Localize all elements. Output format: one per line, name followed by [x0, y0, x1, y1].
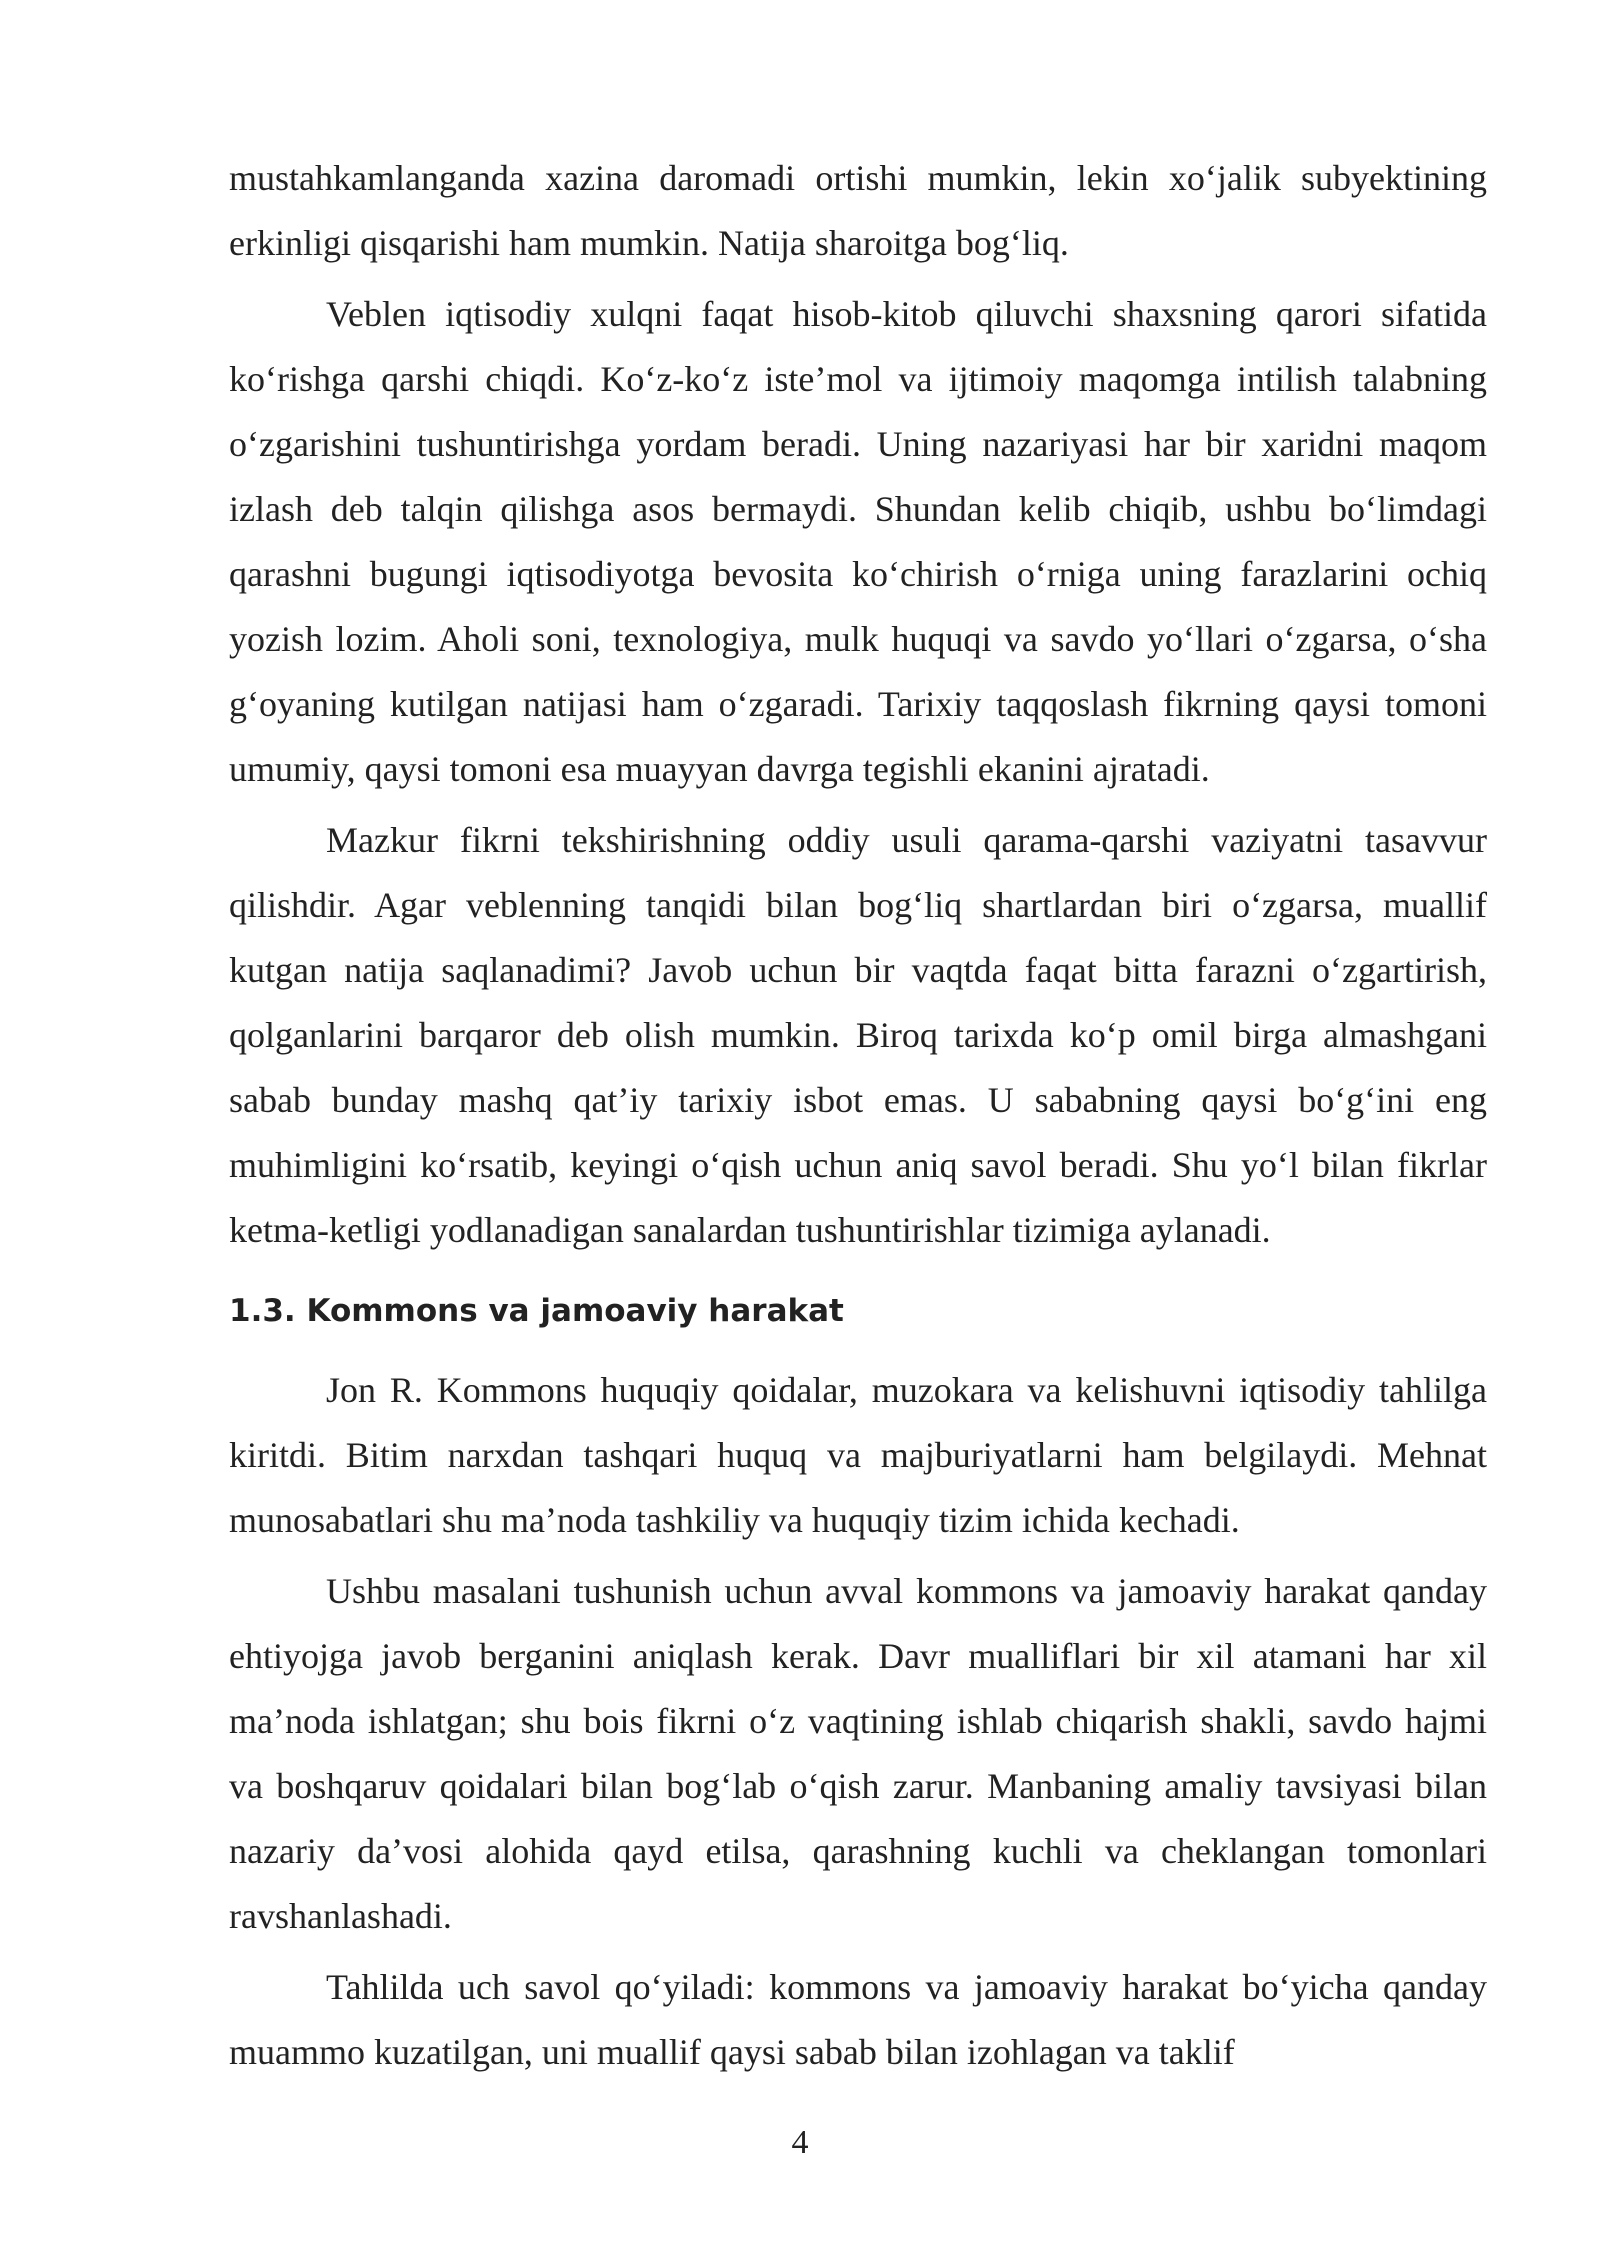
paragraph-commons-intro: Jon R. Kommons huquqiy qoidalar, muzokara va kelishuvni iqtisodiy tahlilga kiritdi. Bitim narxdan tashqari huquq va majburiyatlarni ham belgilaydi. Mehnat munosabatlari shu ma’noda tashkiliy va huquqiy tizim ichida kechadi.: [229, 1370, 1487, 1540]
page-body: [229, 146, 1487, 2085]
paragraph-analysis-questions: Tahlilda uch savol qo‘yiladi: kommons va jamoaviy harakat bo‘yicha qanday muammo kuzatilgan, uni muallif qaysi sabab bilan izohlagan va taklif: [229, 1967, 1487, 2072]
paragraph-continuation: mustahkamlanganda xazina daromadi ortishi mumkin, lekin xo‘jalik subyektining erkinligi qisqarishi ham mumkin. Natija sharoitga bog‘liq.: [229, 158, 1487, 263]
paragraph-commons-context: Ushbu masalani tushunish uchun avval kommons va jamoaviy harakat qanday ehtiyojga javob berganini aniqlash kerak. Davr mualliflari bir xil atamani har xil ma’noda ishlatgan; shu bois fikrni o‘z vaqtining ishlab chiqarish shakli, savdo hajmi va boshqaruv qoidalari bilan bog‘lab o‘qish zarur. Manbaning amaliy tavsiyasi bilan nazariy da’vosi alohida qayd etilsa, qarashning kuchli va cheklangan tomonlari ravshanlashadi.: [229, 1571, 1487, 1936]
paragraph-counterfactual: Mazkur fikrni tekshirishning oddiy usuli qarama-qarshi vaziyatni tasavvur qilishdir. Agar veblenning tanqidi bilan bog‘liq shartlardan biri o‘zgarsa, muallif kutgan natija saqlanadimi? Javob uchun bir vaqtda faqat bitta farazni o‘zgartirish, qolganlarini barqaror deb olish mumkin. Biroq tarixda ko‘p omil birga almashgani sabab bunday mashq qat’iy tarixiy isbot emas. U sababning qaysi bo‘g‘ini eng muhimligini ko‘rsatib, keyingi o‘qish uchun aniq savol beradi. Shu yo‘l bilan fikrlar ketma-ketligi yodlanadigan sanalardan tushuntirishlar tizimiga aylanadi.: [229, 820, 1487, 1250]
section-heading: 1.3. Kommons va jamoaviy harakat: [229, 1293, 844, 1329]
page-number: 4: [791, 2124, 809, 2161]
paragraph-veblen: Veblen iqtisodiy xulqni faqat hisob-kitob qiluvchi shaxsning qarori sifatida ko‘rishga qarshi chiqdi. Ko‘z-ko‘z iste’mol va ijtimoiy maqomga intilish talabning o‘zgarishini tushuntirishga yordam beradi. Uning nazariyasi har bir xaridni maqom izlash deb talqin qilishga asos bermaydi. Shundan kelib chiqib, ushbu bo‘limdagi qarashni bugungi iqtisodiyotga bevosita ko‘chirish o‘rniga uning farazlarini ochiq yozish lozim. Aholi soni, texnologiya, mulk huquqi va savdo yo‘llari o‘zgarsa, o‘sha g‘oyaning kutilgan natijasi ham o‘zgaradi. Tarixiy taqqoslash fikrning qaysi tomoni umumiy, qaysi tomoni esa muayyan davrga tegishli ekanini ajratadi.: [229, 294, 1487, 789]
